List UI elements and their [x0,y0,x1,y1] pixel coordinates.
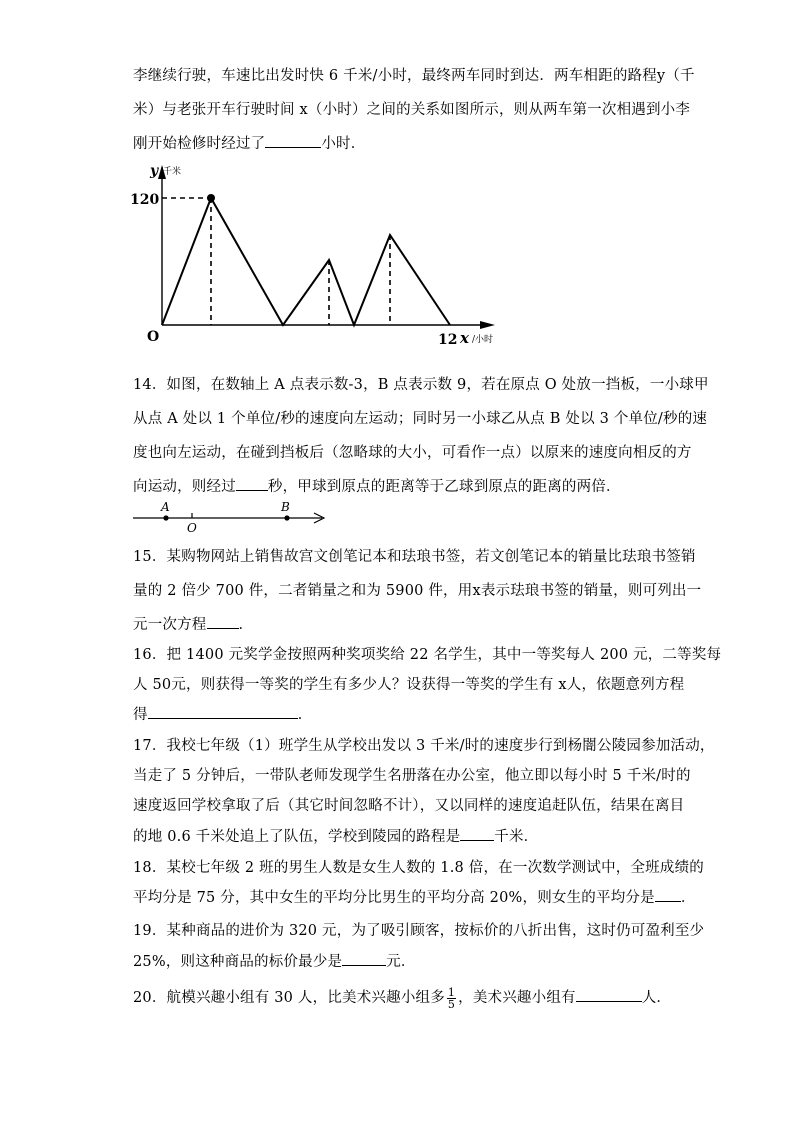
q17-text-line-4 [133,825,538,846]
q14-answer-blank[interactable] [236,476,268,491]
q14-text-line-3: 度也向左运动，在碰到挡板后（忽略球的大小，可看作一点）以原来的速度向相反的方 [133,445,692,461]
q15-line-3-before: 元一次方程 [133,617,207,633]
q14-line-4-after: 秒，甲球到原点的距离等于乙球到原点的距离的两倍． [267,479,621,495]
q13-line-3-after: 小时． [321,136,366,152]
q20-fraction-denominator: 5 [447,997,456,1011]
point-a-label: A [161,500,170,514]
distance-polyline [162,198,450,325]
q20-middle: ，美术兴趣小组有 [458,990,576,1006]
q16-text-line-3 [133,703,312,724]
q13-line-3-before: 刚开始检修时经过了 [133,136,266,152]
x-axis-unit: /小时 [472,335,494,345]
q15-text-line-1: 15．某购物网站上销售故宫文创笔记本和珐琅书签，若文创笔记本的销量比珐琅书签销 [133,549,696,565]
origin-label: O [147,329,160,345]
x-axis-label: x [460,329,469,347]
q17-line-4-after: 千米． [494,829,539,845]
q17-text-line-2: 当走了 5 分钟后，一带队老师发现学生名册落在办公室，他立即以每小时 5 千米/时的 [133,768,691,784]
q14-text-line-2: 从点 A 处以 1 个单位/秒的速度向左运动；同时另一小球乙从点 B 处以 3 个单位/秒的速 [133,411,708,427]
q20-fraction-numerator: 1 [447,985,456,999]
point-b [284,515,289,520]
q16-text-line-2: 人 50元，则获得一等奖的学生有多少人？设获得一等奖的学生有 x人，依题意列方程 [133,677,685,693]
q18-text-line-1: 18．某校七年级 2 班的男生人数是女生人数的 1.8 倍，在一次数学测试中，全班成绩的 [133,860,704,876]
q20-answer-blank[interactable] [576,987,642,1002]
q15-text-line-2: 量的 2 倍少 700 件，二者销量之和为 5900 件，用x表示珐琅书签的销量，则可列出一 [133,583,702,599]
x-axis-arrow [480,321,495,329]
q13-text-line-3 [133,132,365,153]
point-a [163,515,168,520]
q13-text-line-2: 米）与老张开车行驶时间 x（小时）之间的关系如图所示，则从两车第一次相遇到小李 [133,102,691,118]
q15-line-3-after: ． [238,617,254,633]
q17-answer-blank[interactable] [460,826,494,841]
q14-number-line [130,498,340,538]
q14-line-4-before: 向运动，则经过 [133,479,236,495]
q20-after: 人． [641,990,672,1006]
q18-text-line-2 [133,886,696,907]
q19-text-line-2 [133,950,416,971]
q20-before: 20．航模兴趣小组有 30 人，比美术兴趣小组多 [133,990,445,1006]
q15-answer-blank[interactable] [207,614,239,629]
q19-line-2-after: 元． [386,954,416,970]
y-axis-unit: /千米 [160,167,182,177]
q14-text-line-1: 14．如图，在数轴上 A 点表示数-3，B 点表示数 9，若在原点 O 处放一挡板，一小球甲 [133,377,709,393]
q20-fraction [447,987,456,1010]
q17-line-4-before: 的地 0.6 千米处追上了队伍，学校到陵园的路程是 [133,829,461,845]
q18-answer-blank[interactable] [655,887,681,902]
x-tick-12: 12 [438,332,458,348]
q15-text-line-3 [133,613,253,634]
q16-line-3-after: ． [297,707,313,723]
q14-text-line-4 [133,475,621,496]
q13-text-line-1: 李继续行驶，车速比出发时快 6 千米/小时，最终两车同时到达．两车相距的路程y（千 [133,68,695,84]
y-tick-120: 120 [130,192,160,208]
q13-answer-blank[interactable] [265,133,321,148]
q16-text-line-1: 16．把 1400 元奖学金按照两种奖项奖给 22 名学生，其中一等奖每人 200 元，二等奖每 [133,647,722,663]
q16-line-3-before: 得 [133,707,148,723]
peak-1-point [207,194,215,202]
y-axis-label: y [150,163,159,179]
point-b-label: B [281,500,290,514]
q19-line-2-before: 25%，则这种商品的标价最少是 [133,954,343,970]
origin-o-label: O [187,521,197,535]
q19-text-line-1: 19．某种商品的进价为 320 元，为了吸引顾客，按标价的八折出售，这时仍可盈利至少 [133,923,705,939]
q13-distance-time-graph [130,155,510,355]
q18-line-2-before: 平均分是 75 分，其中女生的平均分比男生的平均分高 20%，则女生的平均分是 [133,890,655,906]
q19-answer-blank[interactable] [342,951,386,966]
q17-text-line-3: 速度返回学校拿取了后（其它时间忽略不计），又以同样的速度追赶队伍，结果在离目 [133,798,685,814]
q17-text-line-1: 17．我校七年级（1）班学生从学校出发以 3 千米/时的速度步行到杨闇公陵园参加活动， [133,738,715,754]
q16-answer-blank[interactable] [148,704,298,719]
q20-text-line [133,986,671,1010]
q18-line-2-after: ． [680,890,696,906]
